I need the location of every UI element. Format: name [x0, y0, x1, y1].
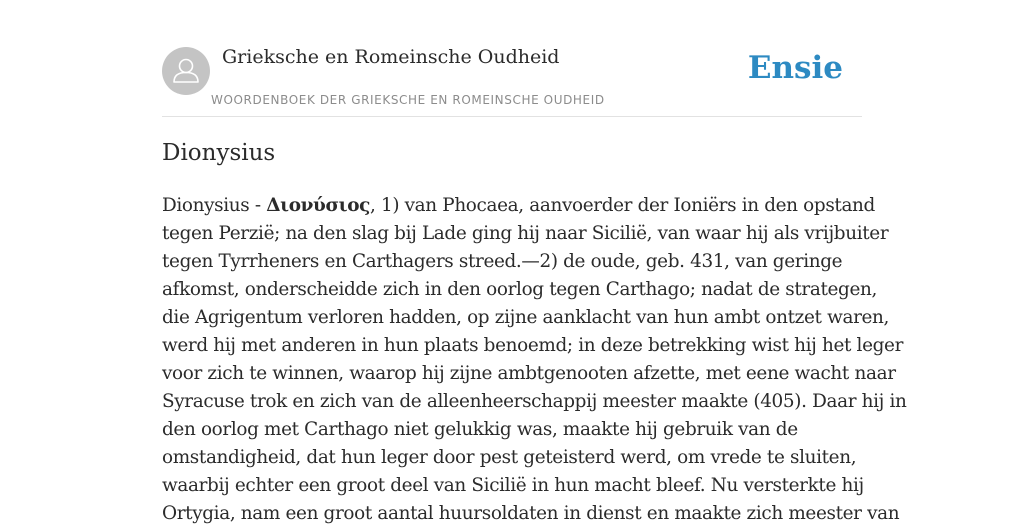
source-title-link[interactable]: Grieksche en Romeinsche Oudheid: [222, 46, 560, 68]
user-icon[interactable]: [162, 47, 210, 95]
entry-line: [162, 192, 875, 220]
user-icon-graphic: [162, 47, 210, 95]
entry-line: waarbij echter een groot deel van Sicilië in hun macht bleef. Nu versterkte hij: [162, 475, 864, 496]
entry-title: Dionysius: [162, 140, 276, 166]
source-header: [162, 0, 862, 117]
greek-term: Διονύσιος: [266, 195, 370, 216]
entry-line: afkomst, onderscheidde zich in den oorlog tegen Carthago; nadat de strategen,: [162, 279, 877, 300]
entry-line-text: , 1) van Phocaea, aanvoerder der Ioniërs in den opstand: [369, 195, 875, 216]
entry-line: Syracuse trok en zich van de alleenheerschappij meester maakte (405). Daar hij in: [162, 391, 907, 412]
entry-body: [162, 192, 907, 528]
entry-line: tegen Perzië; na den slag bij Lade ging hij naar Sicilië, van waar hij als vrijbuiter: [162, 223, 889, 244]
entry-line: Ortygia, nam een groot aantal huursoldaten in dienst en maakte zich meester van: [162, 503, 900, 524]
page-container: [162, 0, 907, 524]
lead-term: Dionysius -: [162, 195, 267, 216]
entry-line: den oorlog met Carthago niet gelukkig was, maakte hij gebruik van de: [162, 419, 798, 440]
entry-line: omstandigheid, dat hun leger door pest geteisterd werd, om vrede te sluiten,: [162, 447, 857, 468]
ensie-logo[interactable]: Ensie: [747, 50, 843, 86]
entry-line: die Agrigentum verloren hadden, op zijne aanklacht van hun ambt ontzet waren,: [162, 307, 890, 328]
entry-line: tegen Tyrrheners en Carthagers streed.—2) de oude, geb. 431, van geringe: [162, 251, 843, 272]
entry-line: voor zich te winnen, waarop hij zijne ambtgenooten afzette, met eene wacht naar: [162, 363, 896, 384]
entry-line: werd hij met anderen in hun plaats benoemd; in deze betrekking wist hij het leger: [162, 335, 904, 356]
source-subtitle: WOORDENBOEK DER GRIEKSCHE EN ROMEINSCHE OUDHEID: [211, 93, 605, 107]
